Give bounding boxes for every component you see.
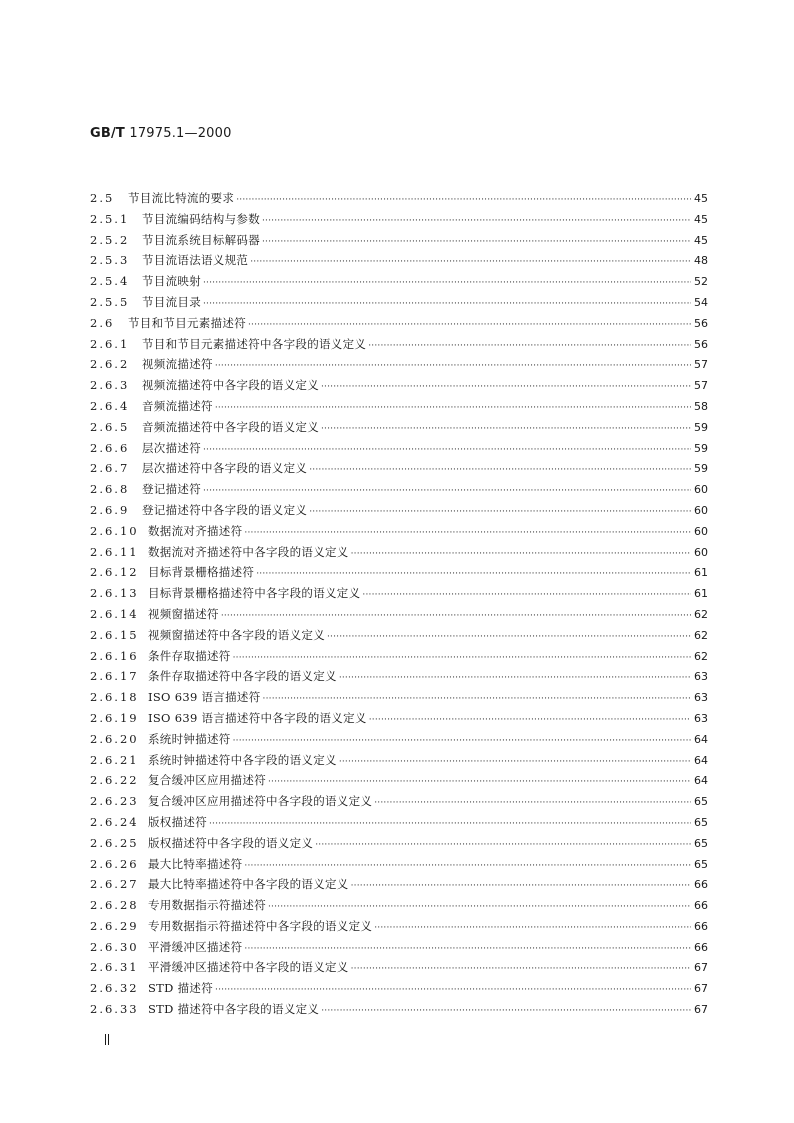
toc-page-number: 60: [694, 503, 708, 517]
toc-entry[interactable]: [90, 708, 708, 729]
toc-dot-leader: [268, 897, 691, 918]
toc-entry[interactable]: [90, 895, 708, 916]
toc-section-title: 层次描述符中各字段的语义定义: [142, 461, 308, 476]
toc-dot-leader: [248, 315, 691, 336]
toc-entry[interactable]: [90, 646, 708, 667]
toc-entry[interactable]: [90, 209, 708, 230]
toc-section-title: 平滑缓冲区描述符: [148, 939, 243, 954]
toc-entry[interactable]: [90, 354, 708, 375]
toc-page-number: 64: [694, 732, 708, 746]
toc-entry[interactable]: [90, 521, 708, 542]
toc-dot-leader: [244, 939, 691, 960]
standard-code: GB/T: [90, 126, 125, 141]
toc-page-number: 62: [694, 607, 708, 621]
toc-page-number: 57: [694, 358, 708, 372]
toc-section-number: 2.6.4: [90, 398, 130, 413]
toc-section-number: 2.6.31: [90, 960, 139, 975]
toc-section-number: 2.5.5: [90, 294, 130, 309]
toc-dot-leader: [321, 377, 691, 398]
toc-page-number: 61: [694, 587, 708, 601]
toc-section-title: 条件存取描述符: [148, 648, 231, 663]
toc-dot-leader: [236, 190, 691, 211]
toc-page-number: 57: [694, 379, 708, 393]
toc-section-number: 2.6.20: [90, 731, 139, 746]
toc-dot-leader: [215, 356, 691, 377]
toc-section-title: 最大比特率描述符中各字段的语义定义: [148, 877, 349, 892]
toc-section-number: 2.6.11: [90, 544, 139, 559]
toc-page-number: 59: [694, 420, 708, 434]
toc-section-title: 节目流系统目标解码器: [142, 232, 260, 247]
toc-section-number: 2.6.13: [90, 586, 139, 601]
toc-page-number: 65: [694, 795, 708, 809]
toc-section-number: 2.6.29: [90, 918, 139, 933]
toc-dot-leader: [351, 959, 691, 980]
page-header: [90, 126, 232, 141]
toc-section-title: 音频流描述符: [142, 398, 213, 413]
toc-entry[interactable]: [90, 999, 708, 1020]
toc-entry[interactable]: [90, 833, 708, 854]
toc-page-number: 65: [694, 857, 708, 871]
toc-page-number: 64: [694, 753, 708, 767]
toc-page-number: 45: [694, 212, 708, 226]
toc-dot-leader: [374, 918, 691, 939]
toc-page-number: 62: [694, 628, 708, 642]
toc-section-number: 2.6.19: [90, 710, 139, 725]
toc-page-number: 62: [694, 649, 708, 663]
toc-page-number: 67: [694, 961, 708, 975]
toc-section-number: 2.6.9: [90, 502, 130, 517]
toc-page-number: 58: [694, 399, 708, 413]
toc-section-title: 版权描述符: [148, 814, 207, 829]
toc-entry[interactable]: [90, 937, 708, 958]
toc-page-number: 65: [694, 815, 708, 829]
toc-section-number: 2.6.33: [90, 1002, 139, 1017]
toc-entry[interactable]: [90, 916, 708, 937]
toc-section-title: 视频窗描述符: [148, 606, 219, 621]
toc-section-title: 视频流描述符中各字段的语义定义: [142, 378, 319, 393]
toc-entry[interactable]: [90, 500, 708, 521]
toc-section-number: 2.6.23: [90, 794, 139, 809]
toc-section-number: 2.6.28: [90, 898, 139, 913]
toc-entry[interactable]: [90, 874, 708, 895]
toc-page-number: 59: [694, 462, 708, 476]
toc-entry[interactable]: [90, 604, 708, 625]
toc-dot-leader: [250, 252, 691, 273]
toc-dot-leader: [215, 980, 691, 1001]
toc-section-title: 系统时钟描述符: [148, 731, 231, 746]
toc-dot-leader: [203, 273, 691, 294]
toc-dot-leader: [362, 585, 691, 606]
toc-section-number: 2.6.25: [90, 835, 139, 850]
toc-entry[interactable]: [90, 957, 708, 978]
toc-section-number: 2.6.24: [90, 814, 139, 829]
toc-page-number: 65: [694, 836, 708, 850]
toc-section-title: 登记描述符中各字段的语义定义: [142, 502, 308, 517]
toc-section-title: 节目流映射: [142, 274, 201, 289]
toc-dot-leader: [262, 211, 691, 232]
toc-entry[interactable]: [90, 271, 708, 292]
toc-dot-leader: [203, 481, 691, 502]
toc-entry[interactable]: [90, 583, 708, 604]
toc-dot-leader: [327, 627, 691, 648]
toc-entry[interactable]: [90, 292, 708, 313]
toc-entry[interactable]: [90, 625, 708, 646]
toc-entry[interactable]: [90, 854, 708, 875]
toc-section-number: 2.6.15: [90, 627, 139, 642]
toc-section-title: 节目流语法语义规范: [142, 253, 249, 268]
toc-page-number: 63: [694, 691, 708, 705]
toc-entry[interactable]: [90, 417, 708, 438]
toc-section-number: 2.6.17: [90, 669, 139, 684]
toc-dot-leader: [374, 793, 691, 814]
toc-page-number: 45: [694, 233, 708, 247]
toc-page-number: 60: [694, 545, 708, 559]
toc-section-number: 2.6.27: [90, 877, 139, 892]
toc-section-number: 2.6.22: [90, 773, 139, 788]
toc-section-title: 平滑缓冲区描述符中各字段的语义定义: [148, 960, 349, 975]
page-number-mark: [105, 1034, 109, 1045]
toc-page-number: 63: [694, 711, 708, 725]
toc-section-title: 节目和节目元素描述符: [128, 315, 246, 330]
toc-section-title: 数据流对齐描述符中各字段的语义定义: [148, 544, 349, 559]
toc-section-title: STD 描述符中各字段的语义定义: [148, 1002, 320, 1017]
toc-page-number: 66: [694, 899, 708, 913]
toc-section-title: 视频流描述符: [142, 357, 213, 372]
toc-page-number: 67: [694, 1003, 708, 1017]
toc-section-title: 专用数据指示符描述符中各字段的语义定义: [148, 918, 373, 933]
toc-section-number: 2.5.3: [90, 253, 130, 268]
toc-entry[interactable]: [90, 791, 708, 812]
toc-section-number: 2.6.8: [90, 482, 130, 497]
toc-dot-leader: [339, 668, 691, 689]
toc-section-number: 2.6.30: [90, 939, 139, 954]
toc-entry[interactable]: [90, 438, 708, 459]
toc-page-number: 66: [694, 940, 708, 954]
toc-section-title: 节目流比特流的要求: [128, 191, 235, 205]
toc-page-number: 60: [694, 483, 708, 497]
toc-dot-leader: [321, 419, 691, 440]
toc-page-number: 52: [694, 275, 708, 289]
toc-entry[interactable]: [90, 188, 708, 209]
toc-entry[interactable]: [90, 729, 708, 750]
toc-page-number: 66: [694, 919, 708, 933]
toc-dot-leader: [309, 460, 691, 481]
toc-page-number: 60: [694, 524, 708, 538]
toc-section-title: 节目流目录: [142, 294, 201, 309]
toc-page-number: 61: [694, 566, 708, 580]
toc-section-number: 2.5: [90, 191, 115, 205]
toc-page-number: 45: [694, 192, 708, 205]
toc-page-number: 64: [694, 774, 708, 788]
toc-section-title: 数据流对齐描述符: [148, 523, 243, 538]
toc-dot-leader: [221, 606, 691, 627]
toc-section-number: 2.5.4: [90, 274, 130, 289]
table-of-contents: [90, 188, 708, 1020]
toc-dot-leader: [256, 564, 691, 585]
toc-page-number: 56: [694, 316, 708, 330]
toc-section-title: 最大比特率描述符: [148, 856, 243, 871]
toc-section-number: 2.5.1: [90, 211, 130, 226]
toc-dot-leader: [233, 731, 691, 752]
toc-dot-leader: [262, 232, 691, 253]
toc-entry[interactable]: [90, 334, 708, 355]
toc-dot-leader: [215, 398, 691, 419]
toc-dot-leader: [321, 1001, 691, 1022]
toc-entry[interactable]: [90, 770, 708, 791]
toc-section-title: 音频流描述符中各字段的语义定义: [142, 419, 319, 434]
toc-entry[interactable]: [90, 666, 708, 687]
toc-dot-leader: [351, 876, 691, 897]
toc-page-number: 63: [694, 670, 708, 684]
toc-entry[interactable]: [90, 313, 708, 334]
toc-section-title: 目标背景栅格描述符: [148, 565, 255, 580]
toc-entry[interactable]: [90, 458, 708, 479]
toc-entry[interactable]: [90, 542, 708, 563]
toc-entry[interactable]: [90, 812, 708, 833]
toc-dot-leader: [244, 523, 691, 544]
toc-dot-leader: [203, 440, 691, 461]
toc-page-number: 56: [694, 337, 708, 351]
toc-section-number: 2.6.5: [90, 419, 130, 434]
toc-section-number: 2.6.2: [90, 357, 130, 372]
toc-section-title: 复合缓冲区应用描述符中各字段的语义定义: [148, 794, 373, 809]
toc-section-number: 2.6.26: [90, 856, 139, 871]
toc-section-title: 条件存取描述符中各字段的语义定义: [148, 669, 337, 684]
toc-entry[interactable]: [90, 562, 708, 583]
toc-section-title: 节目和节目元素描述符中各字段的语义定义: [142, 336, 367, 351]
toc-page-number: 59: [694, 441, 708, 455]
toc-section-number: 2.6.21: [90, 752, 139, 767]
toc-entry[interactable]: [90, 230, 708, 251]
toc-section-number: 2.6.1: [90, 336, 130, 351]
toc-dot-leader: [268, 772, 691, 793]
toc-section-title: 登记描述符: [142, 482, 201, 497]
toc-dot-leader: [263, 689, 691, 710]
toc-section-title: ISO 639 语言描述符: [148, 690, 261, 705]
toc-section-number: 2.6.14: [90, 606, 139, 621]
toc-entry[interactable]: [90, 479, 708, 500]
toc-page-number: 54: [694, 295, 708, 309]
toc-section-number: 2.6.7: [90, 461, 130, 476]
toc-entry[interactable]: [90, 978, 708, 999]
toc-section-title: 节目流编码结构与参数: [142, 211, 260, 226]
toc-dot-leader: [339, 752, 691, 773]
toc-section-title: 版权描述符中各字段的语义定义: [148, 835, 314, 850]
toc-section-number: 2.6.32: [90, 981, 139, 996]
toc-dot-leader: [203, 294, 691, 315]
toc-page-number: 67: [694, 982, 708, 996]
toc-entry[interactable]: [90, 250, 708, 271]
toc-section-title: 目标背景栅格描述符中各字段的语义定义: [148, 586, 361, 601]
toc-section-title: 复合缓冲区应用描述符: [148, 773, 266, 788]
toc-section-number: 2.6: [90, 315, 115, 330]
toc-section-title: 视频窗描述符中各字段的语义定义: [148, 627, 325, 642]
toc-section-title: ISO 639 语言描述符中各字段的语义定义: [148, 710, 367, 725]
toc-dot-leader: [368, 336, 691, 357]
toc-dot-leader: [209, 814, 691, 835]
toc-entry[interactable]: [90, 750, 708, 771]
standard-number: 17975.1—2000: [129, 126, 232, 141]
toc-entry[interactable]: [90, 396, 708, 417]
toc-section-number: 2.6.18: [90, 690, 139, 705]
toc-section-title: 系统时钟描述符中各字段的语义定义: [148, 752, 337, 767]
toc-section-title: STD 描述符: [148, 981, 214, 996]
toc-section-number: 2.6.6: [90, 440, 130, 455]
toc-section-number: 2.5.2: [90, 232, 130, 247]
toc-dot-leader: [315, 835, 691, 856]
toc-dot-leader: [309, 502, 691, 523]
toc-section-title: 专用数据指示符描述符: [148, 898, 266, 913]
toc-section-title: 层次描述符: [142, 440, 201, 455]
toc-entry[interactable]: [90, 687, 708, 708]
toc-entry[interactable]: [90, 375, 708, 396]
toc-section-number: 2.6.16: [90, 648, 139, 663]
toc-dot-leader: [351, 544, 691, 565]
toc-page-number: 66: [694, 878, 708, 892]
toc-dot-leader: [233, 648, 691, 669]
toc-section-number: 2.6.12: [90, 565, 139, 580]
toc-page-number: 48: [694, 254, 708, 268]
toc-section-number: 2.6.10: [90, 523, 139, 538]
toc-dot-leader: [369, 710, 691, 731]
toc-dot-leader: [244, 856, 691, 877]
toc-section-number: 2.6.3: [90, 378, 130, 393]
